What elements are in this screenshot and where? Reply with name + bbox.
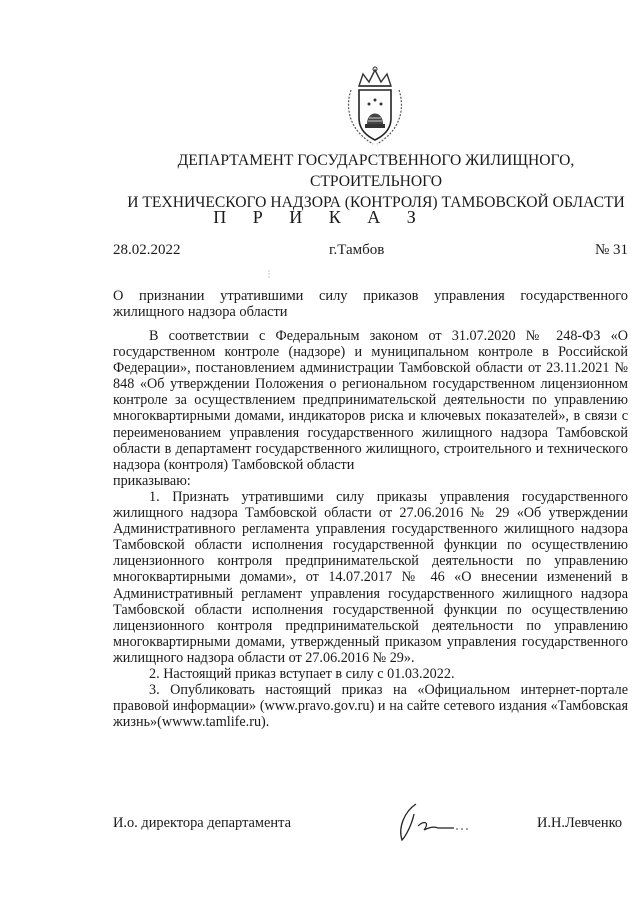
order-item-2: 2. Настоящий приказ вступает в силу с 01.03.2022.	[149, 665, 455, 682]
order-word: приказываю:	[113, 472, 191, 489]
order-item-1: 1. Признать утратившими силу приказы управления государственного жилищного надзора Тамбовской области от 27.06.2016 № 29 «Об утверждении Административного регламента управления государственного жилищного надзора Тамбовской области исполнения государственной функции по осуществлению лицензионного контроля предпринимательской деятельности по управлению многоквартирными домами», от 14.07.2017 № 46 «О внесении изменений в Административный регламент управления государственного жилищного надзора Тамбовской области исполнения государственной функции по осуществлению лицензионного контроля предпринимательской деятельности по управлению многоквартирными домами, утвержденный приказом управления государственного жилищного надзора области от 27.06.2016 № 29».	[113, 488, 628, 666]
department-line-1: ДЕПАРТАМЕНТ ГОСУДАРСТВЕННОГО ЖИЛИЩНОГО, СТРОИТЕЛЬНОГО	[177, 152, 575, 190]
document-date: 28.02.2022	[113, 242, 181, 258]
signatory-name: И.Н.Левченко	[537, 815, 623, 831]
handwritten-signature-icon	[394, 800, 484, 844]
signatory-role: И.о. директора департамента	[113, 815, 291, 831]
document-body	[113, 328, 628, 730]
document-number: № 31	[594, 242, 628, 258]
order-item-3: 3. Опубликовать настоящий приказ на «Официальном интернет-портале правовой информации» (www.pravo.gov.ru) и на сайте сетевого издания «Тамбовская жизнь»(wwww.tamlife.ru).	[113, 682, 628, 731]
preamble-paragraph: В соответствии с Федеральным законом от 31.07.2020 № 248-ФЗ «О государственном контроле (надзоре) и муниципальном контроле в Российской Федерации», постановлением администрации Тамбовской области от 23.11.2021 № 848 «Об утверждении Положения о региональном государственном лицензионном контроле за осуществлением предпринимательской деятельности по управлению многоквартирными домами, индикаторов риска и ключевых показателей», в связи с переименованием управления государственного жилищного надзора Тамбовской области в департамент государственного жилищного, строительного и технического надзора (контроля) Тамбовской области	[113, 328, 628, 473]
department-line-2: И ТЕХНИЧЕСКОГО НАДЗОРА (КОНТРОЛЯ) ТАМБОВСКОЙ ОБЛАСТИ	[127, 194, 625, 211]
scan-artifact-dots	[268, 270, 270, 280]
document-type: П Р И К А З	[213, 207, 427, 227]
document-city: г.Тамбов	[329, 242, 385, 258]
department-name	[112, 150, 640, 213]
document-title: О признании утратившими силу приказов управления государственного жилищного надзора области	[113, 288, 628, 320]
tambov-coat-of-arms-icon	[343, 64, 407, 148]
